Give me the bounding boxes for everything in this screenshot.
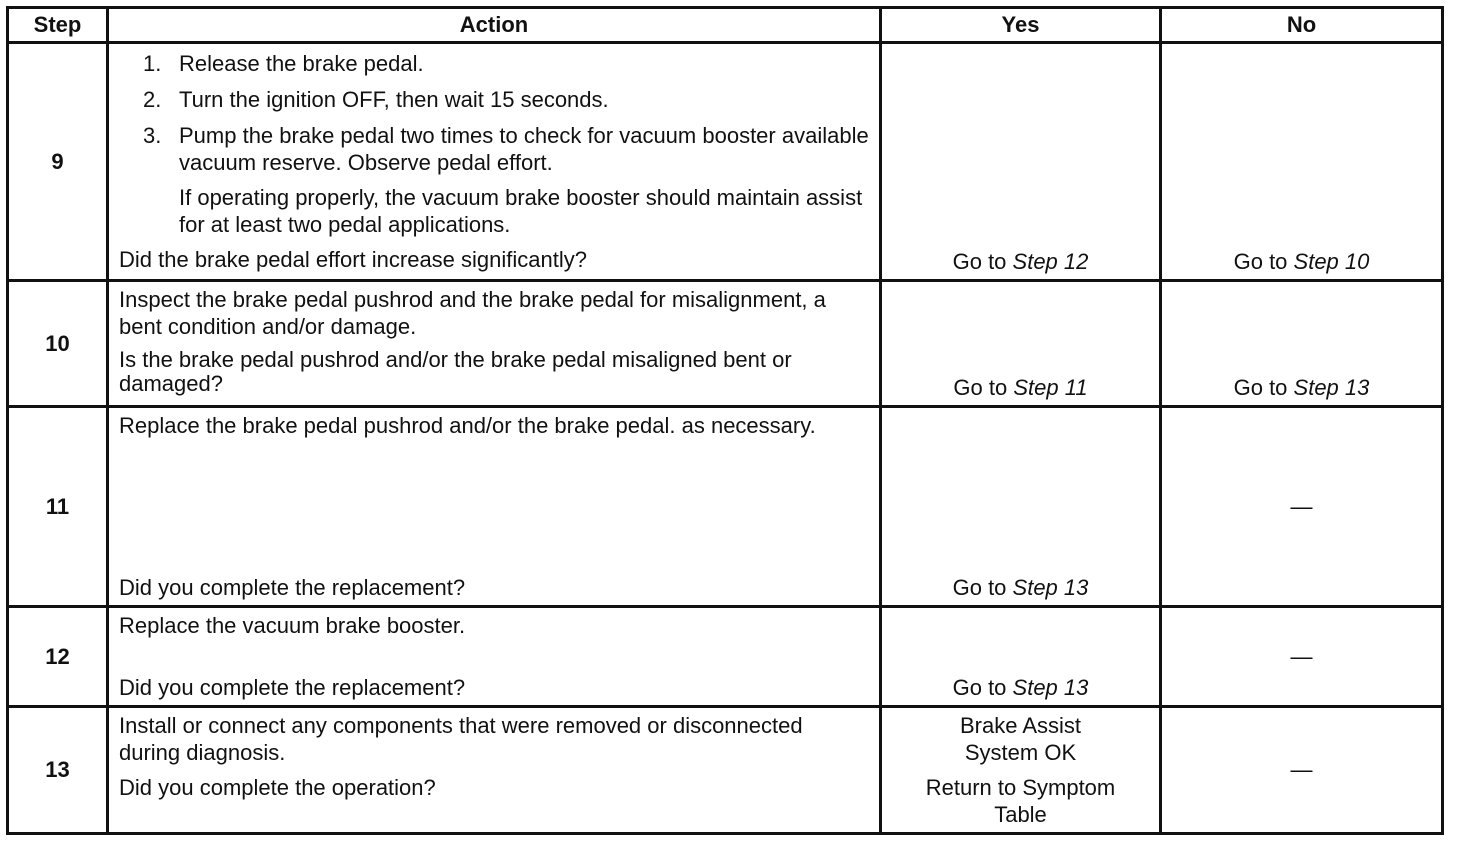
procedure-list bbox=[119, 48, 869, 176]
action-cell bbox=[108, 407, 881, 607]
question: Did you complete the replacement? bbox=[119, 575, 466, 600]
header-action: Action bbox=[108, 8, 881, 43]
yes-goto: Go to Step 13 bbox=[952, 575, 1089, 600]
yes-cell bbox=[881, 407, 1161, 607]
step-link[interactable]: Step 12 bbox=[1012, 249, 1089, 274]
yes-cell bbox=[881, 607, 1161, 707]
question: Is the brake pedal pushrod and/or the brake pedal misaligned bent or damaged? bbox=[119, 347, 792, 396]
instruction: Replace the brake pedal pushrod and/or the brake pedal. as necessary. bbox=[119, 413, 816, 438]
no-cell bbox=[1161, 707, 1443, 834]
instruction: Inspect the brake pedal pushrod and the brake pedal for misalignment, a bent condition and/or damage. bbox=[119, 287, 826, 339]
no-cell bbox=[1161, 281, 1443, 407]
yes-result: Brake Assist System OK bbox=[959, 713, 1082, 765]
step-link[interactable]: Step 13 bbox=[1012, 575, 1089, 600]
question: Did you complete the operation? bbox=[119, 775, 436, 800]
yes-goto: Go to Step 11 bbox=[953, 375, 1088, 400]
yes-cell bbox=[881, 43, 1161, 281]
yes-return-link[interactable]: Return to Symptom Table bbox=[925, 775, 1116, 827]
header-row bbox=[8, 8, 1443, 43]
yes-goto: Go to Step 13 bbox=[952, 675, 1089, 700]
table-row bbox=[8, 707, 1443, 834]
no-cell bbox=[1161, 607, 1443, 707]
step-link[interactable]: Step 10 bbox=[1293, 249, 1370, 274]
yes-cell bbox=[881, 707, 1161, 834]
no-dash: — bbox=[1290, 757, 1313, 782]
action-cell bbox=[108, 281, 881, 407]
table-row bbox=[8, 281, 1443, 407]
list-item: 2. Turn the ignition OFF, then wait 15 seconds. bbox=[143, 87, 609, 112]
procedure-note: If operating properly, the vacuum brake booster should maintain assist for at least two pedal applications. bbox=[179, 185, 863, 237]
step-link[interactable]: Step 13 bbox=[1012, 675, 1089, 700]
no-goto: Go to Step 10 bbox=[1233, 249, 1370, 274]
step-link[interactable]: Step 13 bbox=[1293, 375, 1370, 400]
action-cell bbox=[108, 607, 881, 707]
header-no: No bbox=[1161, 8, 1443, 43]
no-cell bbox=[1161, 43, 1443, 281]
list-item: 1. Release the brake pedal. bbox=[143, 51, 424, 76]
no-dash: — bbox=[1290, 493, 1313, 519]
table-row bbox=[8, 407, 1443, 607]
step-link[interactable]: Step 11 bbox=[1013, 375, 1088, 400]
table-row bbox=[8, 43, 1443, 281]
step-number: 13 bbox=[8, 707, 108, 834]
no-goto: Go to Step 13 bbox=[1233, 375, 1370, 400]
yes-goto: Go to Step 12 bbox=[952, 249, 1089, 274]
diagnostic-table bbox=[6, 6, 1444, 835]
yes-cell bbox=[881, 281, 1161, 407]
list-item: 3. Pump the brake pedal two times to check for vacuum booster available vacuum reserve. Observe pedal effort. bbox=[143, 123, 869, 175]
step-number: 11 bbox=[8, 407, 108, 607]
header-step: Step bbox=[8, 8, 108, 43]
no-cell bbox=[1161, 407, 1443, 607]
step-number: 10 bbox=[8, 281, 108, 407]
instruction: Replace the vacuum brake booster. bbox=[119, 613, 466, 638]
step-number: 9 bbox=[8, 43, 108, 281]
question: Did you complete the replacement? bbox=[119, 675, 466, 700]
no-dash: — bbox=[1290, 643, 1313, 669]
header-yes: Yes bbox=[881, 8, 1161, 43]
action-cell bbox=[108, 707, 881, 834]
table-row bbox=[8, 607, 1443, 707]
action-cell bbox=[108, 43, 881, 281]
instruction: Install or connect any components that were removed or disconnected during diagnosis. bbox=[119, 713, 803, 765]
question: Did the brake pedal effort increase significantly? bbox=[119, 247, 587, 272]
step-number: 12 bbox=[8, 607, 108, 707]
